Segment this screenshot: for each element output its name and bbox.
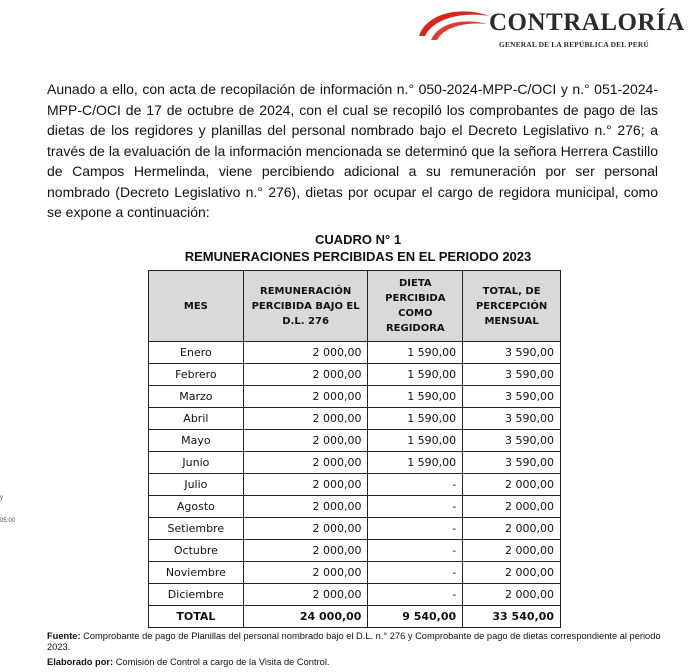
- cell-month: Agosto: [149, 496, 244, 518]
- logo-subtitle: GENERAL DE LA REPÚBLICA DEL PERÚ: [499, 40, 649, 49]
- table-row: [149, 408, 561, 430]
- footnote-source-text: Comprobante de pago de Planillas del personal nombrado bajo el D.L. n.° 276 y Comprobante de pago de dietas correspondiente al periodo 2023.: [47, 631, 661, 652]
- cell-remuneration: 2 000,00: [243, 518, 368, 540]
- table-row: [149, 342, 561, 364]
- cell-total-label: TOTAL: [149, 606, 244, 628]
- contraloria-logo: [413, 6, 685, 50]
- cell-remuneration: 2 000,00: [243, 364, 368, 386]
- body-paragraph: Aunado a ello, con acta de recopilación de información n.° 050-2024-MPP-C/OCI y n.° 051-2024-MPP-C/OCI de 17 de octubre de 2024, con el cual se recopiló los comprobantes de pago de las dietas de los regidores y planillas del personal nombrado bajo el Decreto Legislativo n.° 276; a través de la evaluación de la información mencionada se determinó que la señora Herrera Castillo de Campos Hermelinda, viene percibiendo adicional a su remuneración por ser personal nombrado (Decreto Legislativo n.° 276), dietas por ocupar el cargo de regidora municipal, como se expone a continuación:: [47, 81, 658, 220]
- cell-diet: 1 590,00: [368, 364, 463, 386]
- cell-month: Marzo: [149, 386, 244, 408]
- cell-total: 3 590,00: [463, 452, 561, 474]
- table-row: [149, 430, 561, 452]
- cell-month: Mayo: [149, 430, 244, 452]
- cell-remuneration: 2 000,00: [243, 452, 368, 474]
- cell-total: 2 000,00: [463, 518, 561, 540]
- cell-diet: 1 590,00: [368, 342, 463, 364]
- logo-swoosh-icon: [413, 6, 493, 50]
- cell-remuneration: 2 000,00: [243, 474, 368, 496]
- cell-remuneration: 2 000,00: [243, 342, 368, 364]
- footnote-prepared: [47, 657, 667, 668]
- cell-total: 2 000,00: [463, 496, 561, 518]
- cell-diet: -: [368, 540, 463, 562]
- table-row: [149, 364, 561, 386]
- cell-remuneration: 2 000,00: [243, 386, 368, 408]
- cell-total-total: 33 540,00: [463, 606, 561, 628]
- cell-month: Diciembre: [149, 584, 244, 606]
- cell-diet: -: [368, 474, 463, 496]
- cell-total: 2 000,00: [463, 540, 561, 562]
- table-total-row: [149, 606, 561, 628]
- header-total: TOTAL, DE PERCEPCIÓN MENSUAL: [463, 271, 561, 342]
- table-row: [149, 562, 561, 584]
- cell-month: Abril: [149, 408, 244, 430]
- header-remuneracion: REMUNERACIÓN PERCIBIDA BAJO EL D.L. 276: [243, 271, 368, 342]
- header-mes: MES: [149, 271, 244, 342]
- cell-month: Enero: [149, 342, 244, 364]
- table-header-row: [149, 271, 561, 342]
- cell-month: Junio: [149, 452, 244, 474]
- cell-remuneration: 2 000,00: [243, 496, 368, 518]
- table-row: [149, 452, 561, 474]
- cell-total: 2 000,00: [463, 562, 561, 584]
- cell-remuneration: 2 000,00: [243, 540, 368, 562]
- cell-month: Febrero: [149, 364, 244, 386]
- margin-note: 05:00: [0, 518, 16, 524]
- cell-month: Noviembre: [149, 562, 244, 584]
- cell-diet: -: [368, 562, 463, 584]
- table-row: [149, 584, 561, 606]
- cell-total: 3 590,00: [463, 386, 561, 408]
- margin-note: y: [0, 495, 3, 501]
- cell-total: 3 590,00: [463, 430, 561, 452]
- table-row: [149, 518, 561, 540]
- logo-wordmark: CONTRALORÍA: [489, 9, 685, 36]
- cell-remuneration: 2 000,00: [243, 562, 368, 584]
- cell-total-remuneration: 24 000,00: [243, 606, 368, 628]
- footnote-prepared-label: Elaborado por:: [47, 657, 114, 667]
- cell-remuneration: 2 000,00: [243, 408, 368, 430]
- remuneration-table: [148, 270, 561, 628]
- cell-diet: -: [368, 584, 463, 606]
- cell-total-diet: 9 540,00: [368, 606, 463, 628]
- cell-total: 3 590,00: [463, 408, 561, 430]
- cell-diet: 1 590,00: [368, 430, 463, 452]
- table-caption-title: REMUNERACIONES PERCIBIDAS EN EL PERIODO 2023: [184, 249, 532, 264]
- footnote-source: [47, 631, 667, 653]
- cell-remuneration: 2 000,00: [243, 430, 368, 452]
- cell-total: 3 590,00: [463, 364, 561, 386]
- table-row: [149, 474, 561, 496]
- cell-diet: -: [368, 518, 463, 540]
- cell-total: 2 000,00: [463, 584, 561, 606]
- footnote-prepared-text: Comisión de Control a cargo de la Visita de Control.: [113, 657, 330, 667]
- table-row: [149, 386, 561, 408]
- cell-remuneration: 2 000,00: [243, 584, 368, 606]
- table-row: [149, 540, 561, 562]
- header-dieta: DIETA PERCIBIDA COMO REGIDORA: [368, 271, 463, 342]
- table-caption-number: CUADRO N° 1: [314, 232, 402, 247]
- cell-month: Julio: [149, 474, 244, 496]
- cell-diet: 1 590,00: [368, 408, 463, 430]
- cell-month: Setiembre: [149, 518, 244, 540]
- cell-total: 2 000,00: [463, 474, 561, 496]
- footnote-source-label: Fuente:: [47, 631, 81, 641]
- cell-diet: 1 590,00: [368, 452, 463, 474]
- cell-diet: 1 590,00: [368, 386, 463, 408]
- table-row: [149, 496, 561, 518]
- cell-diet: -: [368, 496, 463, 518]
- cell-total: 3 590,00: [463, 342, 561, 364]
- cell-month: Octubre: [149, 540, 244, 562]
